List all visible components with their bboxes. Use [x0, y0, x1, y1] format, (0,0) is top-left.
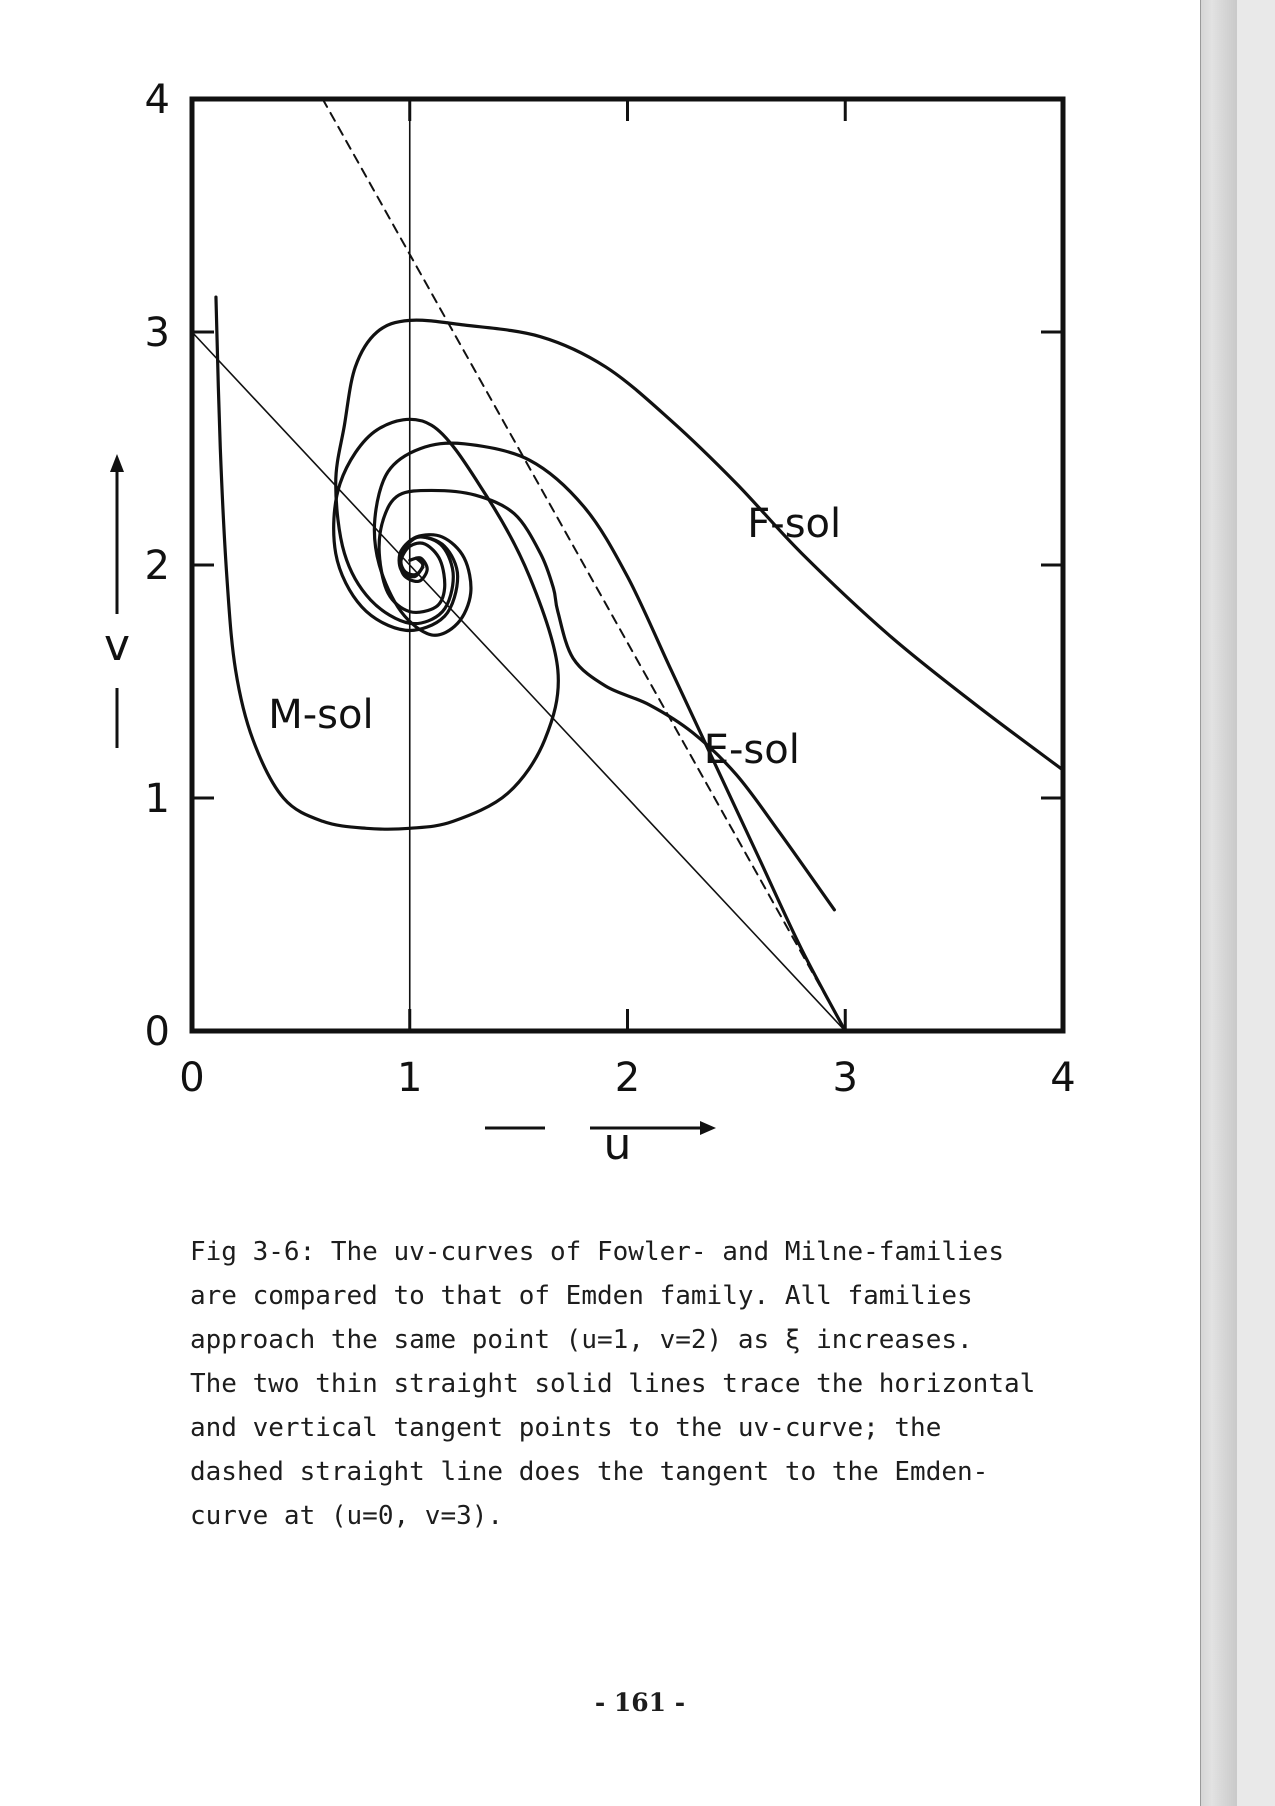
y-tick-label: 4 [144, 77, 170, 123]
page-number: - 161 - [594, 1688, 686, 1717]
figure-caption: Fig 3-6: The uv-curves of Fowler- and Milne-families are compared to that of Emden family. All families approach the same point (u=1, v=2) as ξ increases. The two thin straight solid lines trace the horizontal and vertical tangent points to the uv-curve; the dashed straight line does the tangent to the Emden- curve at (u=0, v=3). [190, 1237, 1036, 1531]
annotation-e-sol: E-sol [703, 727, 800, 774]
y-tick-label: 3 [144, 310, 170, 356]
x-axis-label: u [603, 1119, 632, 1170]
annotation-f-sol: F-sol [747, 501, 842, 548]
x-tick-label: 1 [397, 1055, 423, 1101]
plot-frame [192, 99, 1063, 1031]
annotation-m-sol: M-sol [268, 692, 374, 739]
x-tick-label: 2 [614, 1055, 641, 1101]
x-axis-arrow-head [700, 1121, 716, 1135]
x-tick-label: 4 [1050, 1055, 1076, 1101]
y-tick-label: 2 [144, 543, 170, 589]
y-tick-label: 1 [144, 776, 170, 822]
series-m-sol [216, 297, 558, 829]
y-axis-label: v [103, 620, 131, 671]
x-tick-label: 0 [179, 1055, 205, 1101]
page-edge-shadow [1195, 0, 1237, 1806]
series-horizontal-tangent-line [192, 332, 845, 1031]
y-axis-arrow-head [110, 454, 124, 472]
x-tick-label: 3 [832, 1055, 858, 1101]
y-tick-label: 0 [144, 1009, 170, 1055]
